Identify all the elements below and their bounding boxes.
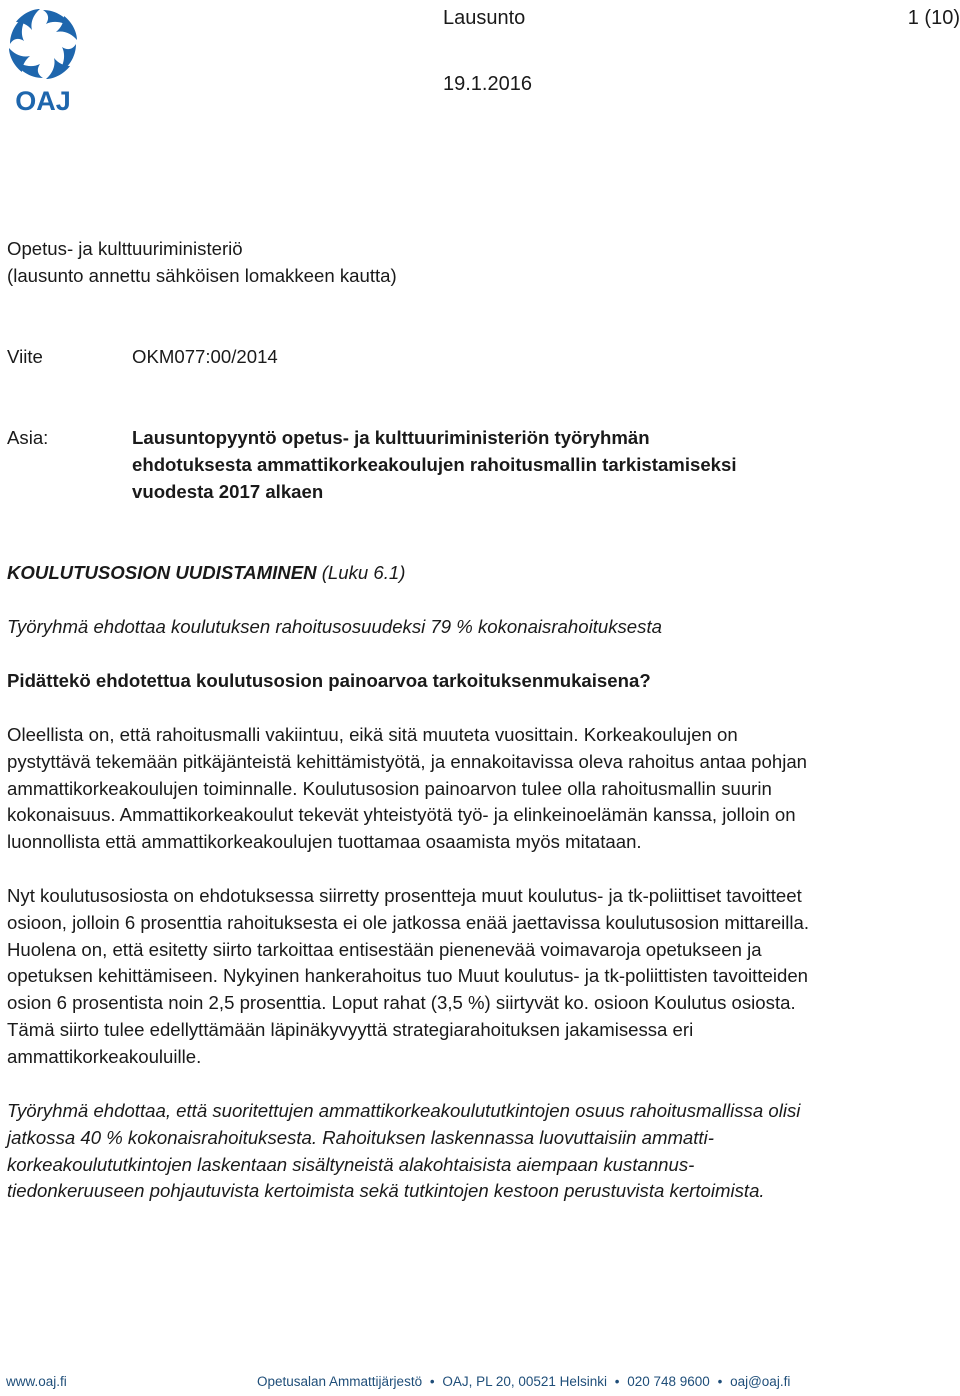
paragraph-line: kokonaisuus. Ammattikorkeakoulut tekevät yhteistyötä työ- ja elinkeinoelämän kanssa, jolloin on [7, 804, 796, 826]
paragraph-line: Tämä siirto tulee edellyttämään läpinäkyvyyttä strategiarahoituksen jakamisessa eri [7, 1018, 694, 1040]
section-heading-ref: (Luku 6.1) [316, 562, 406, 583]
proposal-text: Työryhmä ehdottaa koulutuksen rahoitusosuudeksi 79 % kokonaisrahoituksesta [7, 616, 662, 637]
footer-email[interactable]: oaj@oaj.fi [730, 1374, 791, 1389]
section-heading-title: KOULUTUSOSION UUDISTAMINEN [7, 562, 317, 583]
recipient-line-2: (lausunto annettu sähköisen lomakkeen kautta) [7, 265, 397, 286]
paragraph-line: Työryhmä ehdottaa, että suoritettujen ammattikorkeakoulututkintojen osuus rahoitusmallissa olisi [7, 1100, 801, 1121]
paragraph-line: jatkossa 40 % kokonaisrahoituksesta. Rahoituksen laskennassa luovuttaisiin ammatti- [7, 1126, 714, 1148]
paragraph-line: ammattikorkeakoulujen toiminnalle. Koulutusosion painoarvon tulee olla rahoitusmallin suurin [7, 777, 772, 799]
footer-contact [257, 1374, 790, 1389]
oaj-logo [4, 4, 82, 114]
footer-website[interactable]: www.oaj.fi [6, 1374, 67, 1389]
subject-line-1: Lausuntopyyntö opetus- ja kulttuuriministeriön työryhmän [132, 427, 650, 448]
logo-text: OAJ [15, 86, 71, 114]
paragraph-line: Huolena on, että esitetty siirto tarkoittaa entisestään pienenevää voimavaroja opetukseen ja [7, 938, 762, 960]
paragraph-line: pystyttävä tekemään pitkäjänteistä kehittämistyötä, ja ennakoitavissa oleva rahoitus antaa pohjan [7, 750, 808, 772]
footer-separator: • [614, 1374, 620, 1389]
question-text: Pidättekö ehdotettua koulutusosion painoarvoa tarkoituksenmukaisena? [7, 670, 651, 691]
footer-separator: • [717, 1374, 723, 1389]
paragraph-line: luonnollista että ammattikorkeakoulujen tuottamaa osaamista myös mitataan. [7, 831, 642, 853]
page-number: 1 (10) [907, 7, 960, 29]
paragraph-3 [7, 1098, 937, 1205]
paragraph-line: tiedonkeruuseen pohjautuvista kertoimista sekä tutkintojen kestoon perustuvista kertoimista. [7, 1180, 765, 1202]
paragraph-line: osion 6 prosentista noin 2,5 prosenttia. Loput rahat (3,5 %) siirtyvät ko. osioon Koulutus osiosta. [7, 992, 796, 1014]
paragraph-line: korkeakoulututkintojen laskentaan sisältyneistä alakohtaisista aiempaan kustannus- [7, 1153, 695, 1175]
paragraph-2 [7, 883, 937, 1071]
reference-value: OKM077:00/2014 [132, 346, 278, 367]
document-date: 19.1.2016 [443, 73, 532, 95]
subject-line-2: ehdotuksesta ammattikorkeakoulujen rahoitusmallin tarkistamiseksi [132, 454, 737, 475]
document-type: Lausunto [443, 7, 526, 29]
footer-address: OAJ, PL 20, 00521 Helsinki [442, 1374, 607, 1389]
oaj-emblem-icon [4, 4, 82, 114]
paragraph-line: Oleellista on, että rahoitusmalli vakiintuu, eikä sitä muuteta vuosittain. Korkeakoulujen on [7, 724, 738, 745]
footer-phone: 020 748 9600 [627, 1374, 710, 1389]
paragraph-1 [7, 722, 937, 856]
paragraph-line: opetuksen kehittämiseen. Nykyinen hankerahoitus tuo Muut koulutus- ja tk-poliittisten tavoitteiden [7, 965, 809, 987]
subject-label: Asia: [7, 427, 49, 448]
paragraph-line: osioon, jolloin 6 prosenttia rahoituksesta ei ole jatkossa enää jaettavissa koulutusosion mittareilla. [7, 911, 810, 933]
recipient-line-1: Opetus- ja kulttuuriministeriö [7, 238, 243, 259]
footer-org: Opetusalan Ammattijärjestö [257, 1374, 423, 1389]
paragraph-line: ammattikorkeakouluille. [7, 1045, 202, 1067]
section-heading [7, 560, 937, 587]
footer-separator: • [429, 1374, 435, 1389]
reference-label: Viite [7, 346, 43, 367]
subject-line-3: vuodesta 2017 alkaen [132, 481, 324, 502]
paragraph-line: Nyt koulutusosiosta on ehdotuksessa siirretty prosentteja muut koulutus- ja tk-poliittiset tavoitteet [7, 885, 802, 906]
